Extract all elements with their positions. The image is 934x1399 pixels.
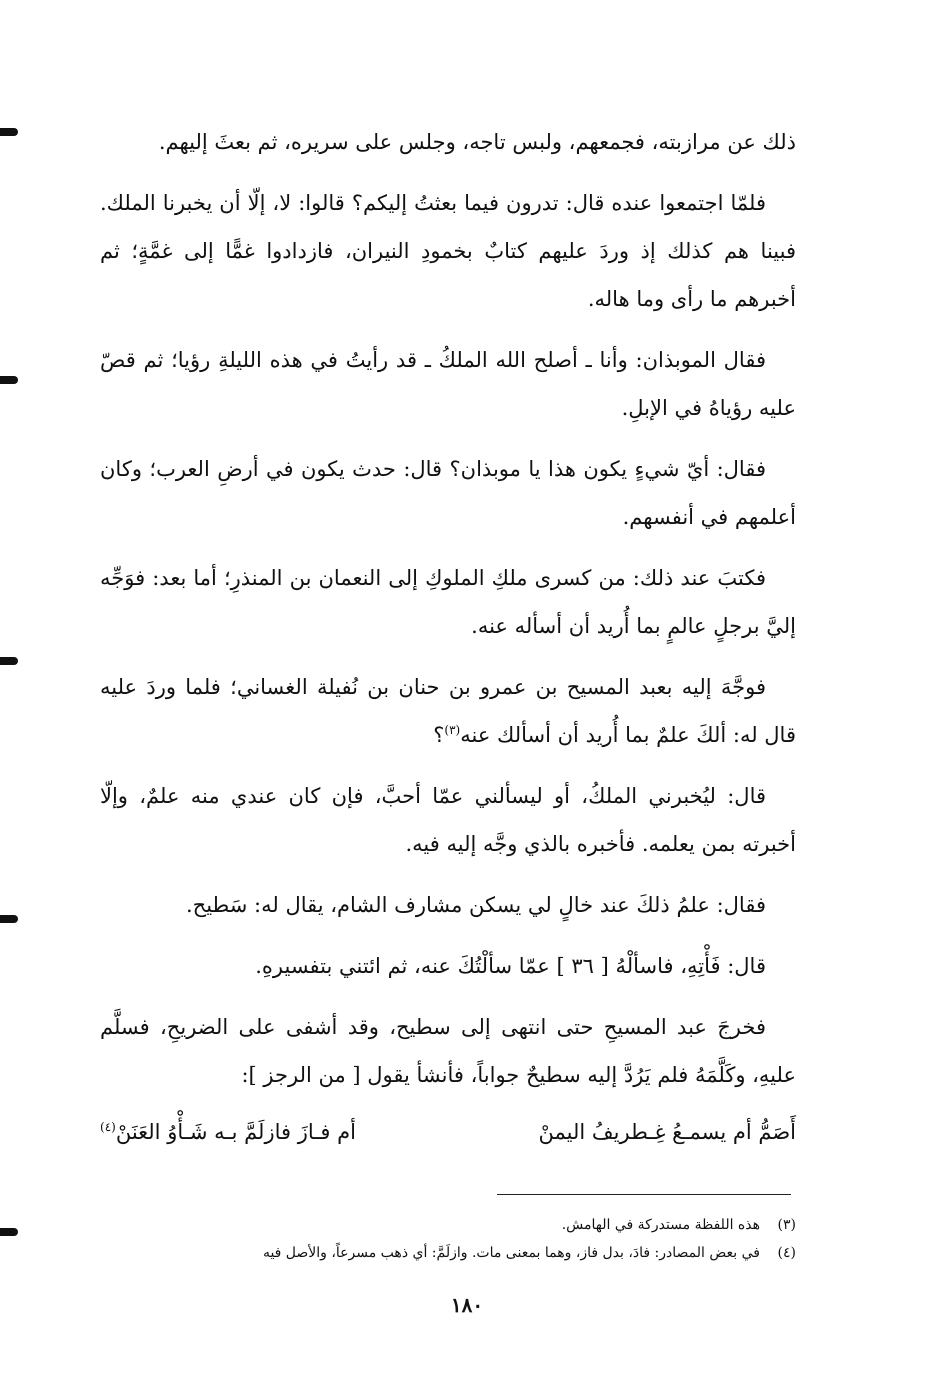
paragraph: فخرجَ عبد المسيحِ حتى انتهى إلى سطيح، وقد أشفى على الضريحِ، فسلَّم عليهِ، وكَلَّمَهُ فلم يَرُدَّ إليه سطيحٌ جواباً، فأنشأ يقول [ من الرجز ]:: [100, 1015, 796, 1087]
footnote-separator: [497, 1194, 791, 1195]
footnote-ref-4: (٤): [100, 1120, 116, 1134]
paragraph: فقال: علمُ ذلكَ عند خالٍ لي يسكن مشارف الشام، يقال له: سَطيح.: [185, 893, 766, 917]
paragraph: [100, 663, 796, 759]
scan-edge-mark: [0, 376, 18, 384]
paragraph: قال: فَأْتِهِ، فاسألْهُ [ ٣٦ ] عمّا سألْتُكَ عنه، ثم ائتني بتفسيرهِ.: [255, 954, 766, 978]
paragraph-text: فوجَّهَ إليه بعبد المسيح بن عمرو بن حنان بن نُفيلة الغساني؛ فلما وردَ عليه قال له: ألكَ علمٌ بما أُريد أن أسألك عنه: [100, 675, 796, 747]
paragraph: قال: ليُخبرني الملكُ، أو ليسألني عمّا أحبَّ، فإن كان عندي منه علمٌ، وإلّا أخبرته بمن يعلمه. فأخبره بالذي وجَّه إليه فيه.: [100, 784, 796, 856]
main-text: [100, 118, 796, 1156]
paragraph: فكتبَ عند ذلك: من كسرى ملكِ الملوكِ إلى النعمان بن المنذرِ؛ أما بعد: فوَجِّه إليَّ برجلٍ عالمٍ بما أُريد أن أسأله عنه.: [100, 566, 796, 638]
scan-edge-mark: [0, 128, 18, 136]
scan-edge-mark: [0, 657, 18, 665]
paragraph: فلمّا اجتمعوا عنده قال: تدرون فيما بعثتُ إليكم؟ قالوا: لا، إلّا أن يخبرنا الملك. فبينا هم كذلك إذ وردَ عليهم كتابٌ بخمودِ النيران، فازدادوا غمًّا إلى غمَّةٍ؛ ثم أخبرهم ما رأى وما هاله.: [100, 191, 796, 311]
paragraph: فقال الموبذان: وأنا ـ أصلح الله الملكُ ـ قد رأيتُ في هذه الليلةِ رؤيا؛ ثم قصّ عليه رؤياهُ في الإبلِ.: [100, 348, 796, 420]
verse-hemistich-left-text: أم فـازَ فازلَمَّ بـه شَـأْوُ العَنَنْ: [115, 1120, 356, 1144]
paragraph: فقال: أيّ شيءٍ يكون هذا يا موبذان؟ قال: حدث يكون في أرضِ العرب؛ وكان أعلمهم في أنفسهم.: [100, 457, 796, 529]
question-mark: ؟: [433, 723, 445, 747]
verse-hemistich-left: [100, 1108, 356, 1156]
scan-edge-mark: [0, 915, 18, 923]
footnote-number: (٤): [777, 1245, 796, 1261]
footnote-text: هذه اللفظة مستدركة في الهامش.: [561, 1217, 760, 1233]
footnote-text: في بعض المصادر: فادَ، بدل فاز، وهما بمعنى مات. وازلَمَّ: أي ذهب مسرعاً، والأصل فيه: [262, 1245, 760, 1261]
footnote-number: (٣): [777, 1217, 796, 1233]
footnote: [100, 1211, 796, 1239]
footnote: [100, 1239, 796, 1267]
paragraph: ذلك عن مرازبته، فجمعهم، ولبس تاجه، وجلس على سريره، ثم بعثَ إليهم.: [158, 130, 796, 154]
footnotes: [100, 1211, 796, 1267]
poem-verse: [100, 1108, 796, 1156]
footnote-ref-3: (٣): [444, 723, 461, 737]
scan-edge-mark: [0, 1228, 18, 1236]
page-number: ١٨٠: [450, 1293, 484, 1317]
verse-hemistich-right: أَصَمُّ أم يسمـعُ غِـطريفُ اليمنْ: [538, 1120, 796, 1144]
